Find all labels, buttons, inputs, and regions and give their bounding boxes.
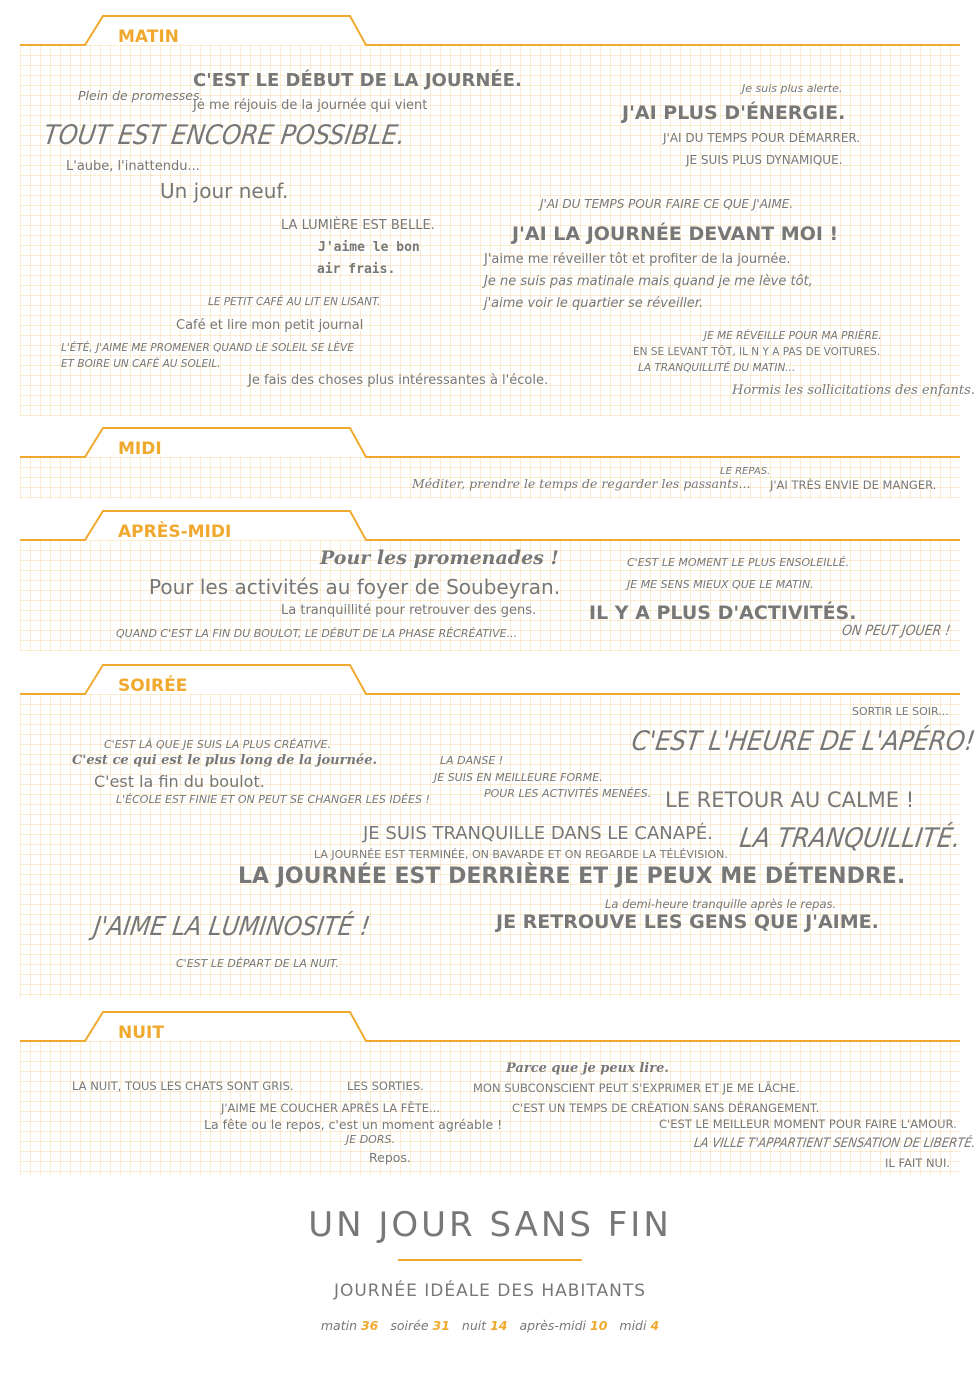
quote: LES SORTIES. [347,1079,424,1093]
quote: J'aime me réveiller tôt et profiter de la journée. [484,252,791,267]
quote: J'AI LA JOURNÉE DEVANT MOI ! [512,223,839,245]
quote: Hormis les sollicitations des enfants. [732,383,975,398]
quote: J'AI DU TEMPS POUR FAIRE CE QUE J'AIME. [540,197,794,211]
quote: POUR LES ACTIVITÉS MENÉES. [484,787,652,800]
quote: Pour les activités au foyer de Soubeyran. [149,575,561,599]
stat-value: 10 [590,1318,608,1333]
quote: C'EST LÀ QUE JE SUIS LA PLUS CRÉATIVE. [104,738,331,751]
quote: C'EST L'HEURE DE L'APÉRO! [629,726,977,757]
quote: EN SE LEVANT TÔT, IL N Y A PAS DE VOITURES. [633,346,881,358]
quote: LA VILLE T'APPARTIENT SENSATION DE LIBERTÉ. [692,1136,977,1151]
quote: air frais. [317,262,396,277]
stat-label: après-midi [519,1318,587,1333]
quote: LA JOURNÉE EST DERRIÈRE ET JE PEUX ME DÉTENDRE. [238,864,906,889]
quote: Un jour neuf. [160,179,289,203]
quote: JE RETROUVE LES GENS QUE J'AIME. [496,911,879,933]
quote: JE DORS. [346,1133,395,1146]
quote: JE SUIS PLUS DYNAMIQUE. [686,153,843,167]
quote: C'EST LE MEILLEUR MOMENT POUR FAIRE L'AMOUR. [659,1117,957,1131]
stat-item [462,1318,508,1333]
footer-title: UN JOUR SANS FIN [308,1205,672,1245]
quote: C'EST UN TEMPS DE CRÉATION SANS DÉRANGEMENT. [512,1101,820,1115]
quote: Je fais des choses plus intéressantes à l'école. [248,373,549,388]
quote: C'est la fin du boulot. [94,772,265,791]
quote: ON PEUT JOUER ! [840,623,952,639]
quote: J'AI TRÈS ENVIE DE MANGER. [770,478,937,492]
quote: L'ÉCOLE EST FINIE ET ON PEUT SE CHANGER LES IDÉES ! [116,793,430,806]
stat-value: 31 [432,1318,450,1333]
stat-item [321,1318,379,1333]
footer-divider [398,1259,582,1261]
quote: Je suis plus alerte. [742,82,843,95]
stat-label: matin [320,1318,357,1333]
quote: SORTIR LE SOIR... [852,705,949,718]
quote: J'AIME LA LUMINOSITÉ ! [91,912,372,942]
stat-item [619,1318,659,1333]
quote: Je ne suis pas matinale mais quand je me lève tôt, [484,274,813,289]
quote: Je me réjouis de la journée qui vient [193,98,428,113]
quote: JE SUIS EN MEILLEURE FORME. [434,771,603,784]
quote: Pour les promenades ! [320,547,559,569]
quote: j'aime voir le quartier se réveiller. [484,296,704,311]
stat-value: 4 [650,1318,660,1333]
stat-label: nuit [461,1318,487,1333]
quote: IL FAIT NUI. [885,1156,951,1170]
quote: LE REPAS. [720,466,771,477]
quote: C'EST LE DÉBUT DE LA JOURNÉE. [193,70,522,91]
quote: QUAND C'EST LA FIN DU BOULOT, LE DÉBUT DE LA PHASE RÉCRÉATIVE... [116,627,518,640]
quote: Café et lire mon petit journal [176,318,364,333]
section-title-apres-midi: APRÈS-MIDI [118,522,232,542]
stat-item [390,1318,450,1333]
quote: Parce que je peux lire. [506,1061,669,1076]
quote: Plein de promesses. [78,88,204,103]
section-title-soiree: SOIRÉE [118,676,188,696]
quote: C'EST LE DÉPART DE LA NUIT. [176,957,339,970]
stat-label: soirée [390,1318,429,1333]
section-title-midi: MIDI [118,439,162,459]
quote: J'AIME ME COUCHER APRÈS LA FÊTE... [221,1101,440,1115]
footer-stats [0,1318,980,1333]
quote: La tranquillité pour retrouver des gens. [281,603,537,618]
section-title-nuit: NUIT [118,1023,164,1043]
quote: C'EST LE MOMENT LE PLUS ENSOLEILLÉ. [627,556,850,569]
stat-label: midi [619,1318,647,1333]
stat-value: 14 [490,1318,508,1333]
quote: C'est ce qui est le plus long de la journée. [72,753,377,768]
quote: JE ME SENS MIEUX QUE LE MATIN. [627,578,814,591]
quote: LA LUMIÈRE EST BELLE. [281,218,435,233]
quote: IL Y A PLUS D'ACTIVITÉS. [589,602,857,624]
quote: LA DANSE ! [440,754,504,767]
quote: LA NUIT, TOUS LES CHATS SONT GRIS. [72,1079,294,1093]
footer-subtitle: JOURNÉE IDÉALE DES HABITANTS [333,1281,647,1301]
quote: Repos. [369,1150,411,1165]
quote: LA JOURNÉE EST TERMINÉE, ON BAVARDE ET ON REGARDE LA TÉLÉVISION. [314,848,728,861]
quote: La demi-heure tranquille après le repas. [605,897,837,911]
quote: LE RETOUR AU CALME ! [665,788,915,812]
quote: ET BOIRE UN CAFÉ AU SOLEIL. [61,358,221,370]
quote: Méditer, prendre le temps de regarder les passants... [412,476,751,491]
quote: L'ÉTÉ, J'AIME ME PROMENER QUAND LE SOLEIL SE LÈVE [61,342,354,354]
quote: J'aime le bon [318,240,420,255]
quote: JE SUIS TRANQUILLE DANS LE CANAPÉ. [363,823,714,844]
quote: MON SUBCONSCIENT PEUT S'EXPRIMER ET JE ME LÂCHE. [473,1081,800,1095]
quote: TOUT EST ENCORE POSSIBLE. [41,120,408,151]
quote: LA TRANQUILLITÉ. [737,823,963,854]
quote: JE ME RÉVEILLE POUR MA PRIÈRE. [704,330,882,342]
quote: J'AI PLUS D'ÉNERGIE. [622,102,846,124]
quote: LA TRANQUILLITÉ DU MATIN... [638,362,796,374]
stat-item [520,1318,608,1333]
quote: J'AI DU TEMPS POUR DÉMARRER. [663,131,861,145]
section-title-matin: MATIN [118,27,179,47]
quote: L'aube, l'inattendu... [66,159,200,174]
quote: La fête ou le repos, c'est un moment agréable ! [204,1117,503,1132]
stat-value: 36 [360,1318,379,1333]
quote: LE PETIT CAFÉ AU LIT EN LISANT. [208,296,381,308]
